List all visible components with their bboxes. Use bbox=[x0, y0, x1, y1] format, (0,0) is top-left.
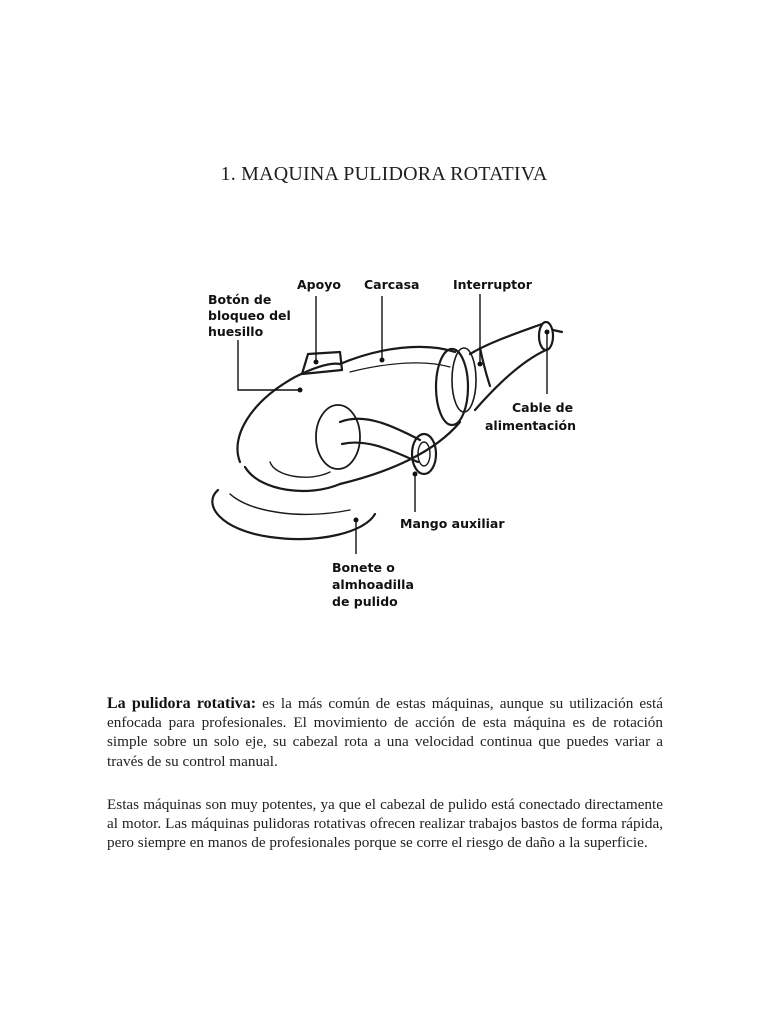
page-title: 1. MAQUINA PULIDORA ROTATIVA bbox=[220, 163, 548, 185]
paragraph-rotary-polisher bbox=[107, 694, 663, 771]
polisher-illustration bbox=[190, 262, 580, 622]
housing-top bbox=[340, 347, 455, 364]
label-pad-3: de pulido bbox=[332, 594, 398, 609]
rotary-polisher-diagram bbox=[190, 262, 580, 622]
label-spindle-lock-3: huesillo bbox=[208, 324, 264, 339]
label-power-cable-2: alimentación bbox=[485, 418, 576, 433]
callout-spindle-lock bbox=[238, 340, 300, 390]
label-housing: Carcasa bbox=[364, 277, 420, 292]
label-power-cable-1: Cable de bbox=[512, 400, 574, 415]
label-pad-2: almhoadilla bbox=[332, 577, 414, 592]
paragraph-body: es la más común de estas máquinas, aunque su utilización está enfocada para profesionales. El movimiento de acción de esta máquina es de rotación simple sobre un solo eje, su cabezal rota a una velocidad continua que puedes variar a través de su control manual. bbox=[107, 695, 663, 770]
paragraph-power-warning: Estas máquinas son muy potentes, ya que el cabezal de pulido está conectado directamente al motor. Las máquinas pulidoras rotativas ofrecen realizar trabajos bastos de forma rápida, pero siempre en manos de profesionales porque se corre el riesgo de daño a la superficie. bbox=[107, 796, 663, 852]
aux-handle-top bbox=[340, 419, 420, 440]
paragraph-lead: La pulidora rotativa: bbox=[107, 695, 257, 712]
label-pad-1: Bonete o bbox=[332, 560, 395, 575]
aux-handle-knob bbox=[412, 434, 436, 474]
label-aux-handle: Mango auxiliar bbox=[400, 516, 505, 531]
label-spindle-lock-2: bloqueo del bbox=[208, 308, 291, 323]
label-switch: Interruptor bbox=[453, 277, 532, 292]
label-spindle-lock-1: Botón de bbox=[208, 292, 272, 307]
label-support: Apoyo bbox=[297, 277, 341, 292]
